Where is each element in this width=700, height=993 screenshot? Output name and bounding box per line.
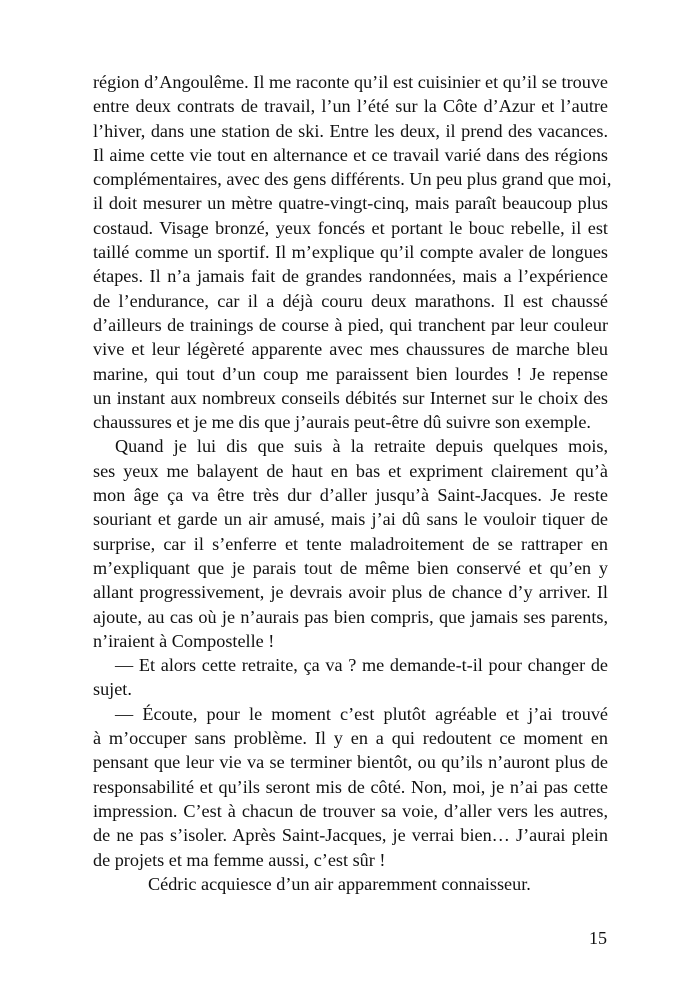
text-line: étapes. Il n’a jamais fait de grandes randonnées, mais a l’expérience <box>93 266 608 287</box>
text-line: ajoute, au cas où je n’aurais pas bien compris, que jamais ses parents, <box>93 606 608 627</box>
paragraph <box>93 653 608 702</box>
text-line: région d’Angoulême. Il me raconte qu’il est cuisinier et qu’il se trouve <box>93 72 608 92</box>
text-line: — Et alors cette retraite, ça va ? me demande-t-il pour changer de <box>115 655 608 676</box>
paragraph <box>93 702 608 872</box>
paragraph <box>93 872 608 896</box>
text-line: vive et leur légèreté apparente avec mes chaussures de marche bleu <box>93 339 608 360</box>
text-line: un instant aux nombreux conseils débités sur Internet sur le choix des <box>93 387 608 408</box>
text-line: costaud. Visage bronzé, yeux foncés et portant le bouc rebelle, il est <box>93 217 608 238</box>
text-line: — Écoute, pour le moment c’est plutôt agréable et j’ai trouvé <box>115 703 608 724</box>
body-text <box>93 70 612 896</box>
text-line: complémentaires, avec des gens différents. Un peu plus grand que moi, <box>93 169 612 190</box>
text-line: marine, qui tout d’un coup me paraissent bien lourdes ! Je repense <box>93 363 608 384</box>
text-line: entre deux contrats de travail, l’un l’été sur la Côte d’Azur et l’autre <box>93 96 608 117</box>
text-line: mon âge ça va être très dur d’aller jusqu’à Saint-Jacques. Je reste <box>93 485 608 506</box>
text-line: Il aime cette vie tout en alternance et ce travail varié dans des régions <box>93 144 608 165</box>
text-line: Cédric acquiesce d’un air apparemment connaisseur. <box>148 873 531 894</box>
paragraph <box>93 70 612 434</box>
text-line: pensant que leur vie va se terminer bientôt, ou qu’ils n’auront plus de <box>93 752 608 773</box>
text-line: impression. C’est à chacun de trouver sa voie, d’aller vers les autres, <box>93 800 608 821</box>
paragraph <box>93 434 608 653</box>
text-line: Quand je lui dis que suis à la retraite depuis quelques mois, <box>115 436 608 457</box>
text-line: sujet. <box>93 679 132 700</box>
page-number: 15 <box>589 928 607 948</box>
text-line: il doit mesurer un mètre quatre-vingt-cinq, mais paraît beaucoup plus <box>93 193 608 214</box>
text-line: de projets et ma femme aussi, c’est sûr ! <box>93 849 386 870</box>
text-line: souriant et garde un air amusé, mais j’ai dû sans le vouloir tiquer de <box>93 509 608 530</box>
text-line: surprise, car il s’enferre et tente maladroitement de se rattraper en <box>93 533 608 554</box>
text-line: responsabilité et qu’ils seront mis de côté. Non, moi, je n’ai pas cette <box>93 776 608 797</box>
text-line: allant progressivement, je devrais avoir plus de chance d’y arriver. Il <box>93 582 608 603</box>
text-line: de l’endurance, car il a déjà couru deux marathons. Il est chaussé <box>93 290 608 311</box>
text-line: n’iraient à Compostelle ! <box>93 630 275 651</box>
text-line: l’hiver, dans une station de ski. Entre les deux, il prend des vacances. <box>93 120 608 141</box>
text-line: taillé comme un sportif. Il m’explique qu’il compte avaler de longues <box>93 242 608 263</box>
text-line: à m’occuper sans problème. Il y en a qui redoutent ce moment en <box>93 728 608 749</box>
text-line: de ne pas s’isoler. Après Saint-Jacques, je verrai bien… J’aurai plein <box>93 825 608 846</box>
text-line: m’expliquant que je parais tout de même bien conservé et qu’en y <box>93 557 608 578</box>
text-line: chaussures et je me dis que j’aurais peut-être dû suivre son exemple. <box>93 412 591 433</box>
text-line: d’ailleurs de trainings de course à pied, qui tranchent par leur couleur <box>93 314 608 335</box>
text-line: ses yeux me balayent de haut en bas et expriment clairement qu’à <box>93 460 608 481</box>
